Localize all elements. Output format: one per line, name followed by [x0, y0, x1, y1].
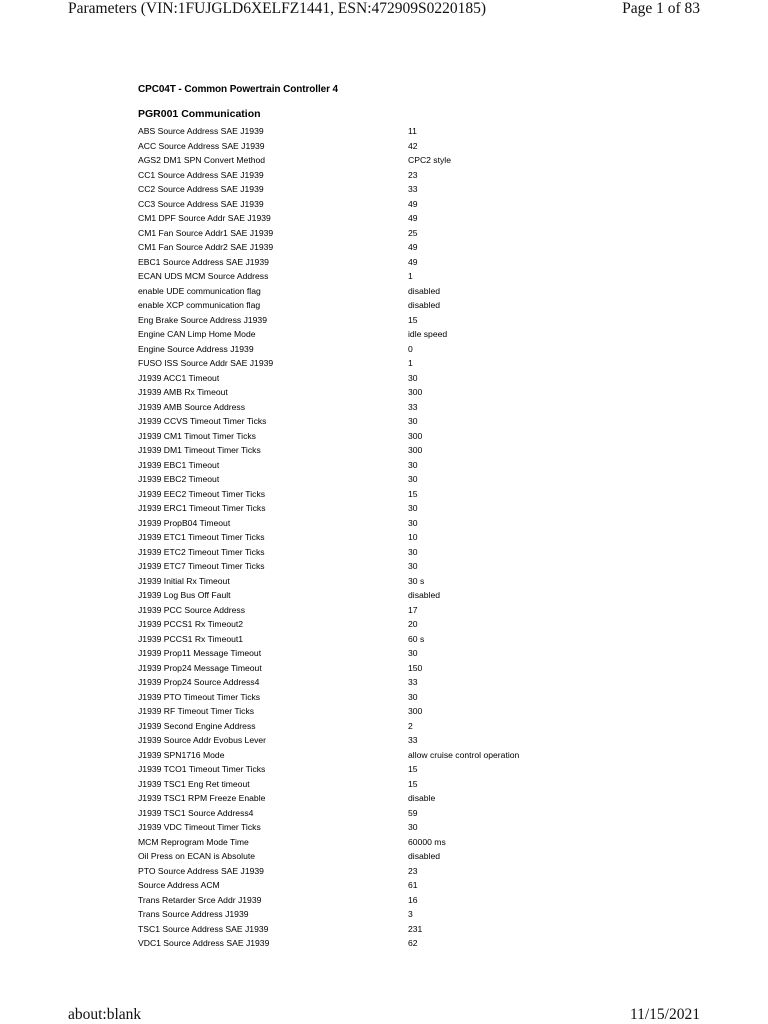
parameter-row — [138, 443, 638, 458]
parameter-row — [138, 371, 638, 386]
parameter-value: 49 — [408, 242, 418, 252]
parameter-row — [138, 849, 638, 864]
parameter-name: Source Address ACM — [138, 880, 220, 890]
parameter-row — [138, 617, 638, 632]
parameter-row — [138, 139, 638, 154]
parameter-name: AGS2 DM1 SPN Convert Method — [138, 155, 266, 165]
parameter-row — [138, 893, 638, 908]
parameter-row — [138, 574, 638, 589]
parameter-name: J1939 PCCS1 Rx Timeout1 — [138, 633, 244, 644]
parameter-value: 30 — [408, 561, 418, 571]
parameter-name: EBC1 Source Address SAE J1939 — [138, 256, 269, 267]
parameter-name: ABS Source Address SAE J1939 — [138, 126, 264, 136]
parameter-value: 62 — [408, 938, 418, 948]
footer-url: about:blank — [68, 1006, 142, 1023]
parameter-value: disabled — [408, 300, 441, 310]
parameter-value: 300 — [408, 706, 423, 716]
parameter-row — [138, 226, 638, 241]
parameter-row — [138, 168, 638, 183]
parameter-row — [138, 922, 638, 937]
parameter-value: 11 — [408, 126, 417, 136]
parameter-name: Eng Brake Source Address J1939 — [138, 314, 267, 325]
parameter-row — [138, 385, 638, 400]
parameter-row — [138, 762, 638, 777]
parameter-value: 10 — [408, 532, 418, 542]
parameter-value: 2 — [408, 720, 413, 731]
parameter-row — [138, 791, 638, 806]
parameter-name: J1939 ETC7 Timeout Timer Ticks — [138, 561, 265, 571]
parameter-value: 30 — [408, 372, 418, 383]
parameter-name: J1939 ETC2 Timeout Timer Ticks — [138, 546, 265, 557]
parameter-value: 60000 ms — [408, 836, 446, 847]
parameter-row — [138, 646, 638, 661]
parameter-row — [138, 835, 638, 850]
parameter-value: 30 — [408, 474, 418, 484]
parameter-row — [138, 313, 638, 328]
parameter-value: disabled — [408, 590, 441, 600]
parameter-row — [138, 240, 638, 255]
parameter-name: J1939 CCVS Timeout Timer Ticks — [138, 416, 267, 426]
parameter-row — [138, 327, 638, 342]
parameter-name: J1939 Prop11 Message Timeout — [138, 648, 262, 658]
parameter-name: J1939 ACC1 Timeout — [138, 372, 220, 383]
parameter-name: PTO Source Address SAE J1939 — [138, 865, 264, 876]
parameter-value: 49 — [408, 198, 418, 209]
parameter-row — [138, 255, 638, 270]
parameter-name: enable XCP communication flag — [138, 300, 261, 310]
parameter-name: J1939 ETC1 Timeout Timer Ticks — [138, 532, 265, 542]
parameter-name: J1939 PTO Timeout Timer Ticks — [138, 691, 261, 702]
parameter-value: 30 s — [408, 575, 425, 586]
parameter-value: disabled — [408, 285, 441, 296]
parameter-name: J1939 TSC1 Source Address4 — [138, 807, 254, 818]
parameter-row — [138, 907, 638, 922]
parameter-list — [138, 124, 638, 951]
parameter-row — [138, 719, 638, 734]
parameter-value: CPC2 style — [408, 155, 451, 165]
parameter-row — [138, 269, 638, 284]
parameter-value: disabled — [408, 851, 441, 861]
parameter-value: 60 s — [408, 633, 425, 644]
parameter-name: Oil Press on ECAN is Absolute — [138, 851, 256, 861]
parameter-row — [138, 936, 638, 951]
page-header-title: Parameters (VIN:1FUJGLD6XELFZ1441, ESN:472909S0220185) — [68, 0, 487, 17]
parameter-value: 15 — [408, 764, 418, 774]
parameter-name: J1939 EEC2 Timeout Timer Ticks — [138, 488, 266, 499]
parameter-value: 30 — [408, 546, 418, 557]
parameter-name: J1939 SPN1716 Mode — [138, 749, 225, 760]
parameter-row — [138, 516, 638, 531]
page-number: Page 1 of 83 — [622, 0, 700, 17]
parameter-row — [138, 878, 638, 893]
parameter-name: J1939 EBC1 Timeout — [138, 459, 220, 470]
parameter-name: J1939 RF Timeout Timer Ticks — [138, 706, 255, 716]
parameter-row — [138, 733, 638, 748]
parameter-value: 23 — [408, 169, 418, 180]
parameter-name: J1939 AMB Rx Timeout — [138, 387, 228, 397]
parameter-name: CM1 Fan Source Addr1 SAE J1939 — [138, 227, 274, 238]
parameter-row — [138, 153, 638, 168]
parameter-name: J1939 PropB04 Timeout — [138, 517, 231, 528]
parameter-row — [138, 530, 638, 545]
section-title: PGR001 Communication — [138, 108, 261, 120]
parameter-value: 16 — [408, 894, 418, 905]
parameter-name: J1939 PCCS1 Rx Timeout2 — [138, 619, 244, 629]
parameter-row — [138, 182, 638, 197]
parameter-value: 15 — [408, 314, 418, 325]
parameter-name: J1939 Prop24 Message Timeout — [138, 662, 262, 673]
parameter-row — [138, 603, 638, 618]
parameter-value: 300 — [408, 445, 423, 455]
parameter-name: ECAN UDS MCM Source Address — [138, 271, 269, 281]
parameter-row — [138, 472, 638, 487]
parameter-value: 30 — [408, 503, 418, 513]
document-title: CPC04T - Common Powertrain Controller 4 — [138, 84, 339, 95]
parameter-value: 33 — [408, 677, 418, 687]
parameter-value: allow cruise control operation — [408, 749, 520, 760]
parameter-name: J1939 Log Bus Off Fault — [138, 590, 231, 600]
parameter-value: 15 — [408, 488, 418, 499]
parameter-row — [138, 429, 638, 444]
parameter-value: 49 — [408, 213, 418, 223]
parameter-row — [138, 588, 638, 603]
parameter-name: CM1 Fan Source Addr2 SAE J1939 — [138, 242, 274, 252]
parameter-value: 59 — [408, 807, 418, 818]
parameter-row — [138, 748, 638, 763]
parameter-row — [138, 342, 638, 357]
parameter-name: J1939 VDC Timeout Timer Ticks — [138, 822, 261, 832]
parameter-value: 150 — [408, 662, 423, 673]
parameter-name: J1939 Initial Rx Timeout — [138, 575, 230, 586]
parameter-name: J1939 DM1 Timeout Timer Ticks — [138, 445, 261, 455]
parameter-name: enable UDE communication flag — [138, 285, 261, 296]
parameter-value: 0 — [408, 343, 413, 354]
parameter-name: TSC1 Source Address SAE J1939 — [138, 923, 269, 934]
parameter-row — [138, 458, 638, 473]
parameter-name: J1939 CM1 Timout Timer Ticks — [138, 430, 256, 441]
parameter-value: 61 — [408, 880, 418, 890]
parameter-value: 300 — [408, 387, 423, 397]
parameter-row — [138, 211, 638, 226]
parameter-name: Trans Source Address J1939 — [138, 909, 249, 919]
parameter-value: 42 — [408, 140, 418, 151]
parameter-value: 30 — [408, 691, 418, 702]
parameter-name: Engine CAN Limp Home Mode — [138, 329, 256, 339]
parameter-row — [138, 197, 638, 212]
parameter-name: MCM Reprogram Mode Time — [138, 836, 249, 847]
parameter-name: J1939 AMB Source Address — [138, 401, 246, 412]
parameter-value: idle speed — [408, 329, 448, 339]
footer-date: 11/15/2021 — [629, 1006, 700, 1023]
parameter-value: 30 — [408, 517, 418, 528]
parameter-name: CC1 Source Address SAE J1939 — [138, 169, 264, 180]
parameter-row — [138, 661, 638, 676]
parameter-row — [138, 124, 638, 139]
parameter-name: J1939 TCO1 Timeout Timer Ticks — [138, 764, 266, 774]
parameter-row — [138, 704, 638, 719]
parameter-row — [138, 298, 638, 313]
parameter-name: Engine Source Address J1939 — [138, 343, 254, 354]
parameter-value: 30 — [408, 648, 418, 658]
parameter-row — [138, 806, 638, 821]
parameter-name: J1939 Prop24 Source Address4 — [138, 677, 260, 687]
parameter-value: 17 — [408, 604, 418, 615]
parameter-name: ACC Source Address SAE J1939 — [138, 140, 265, 151]
parameter-row — [138, 501, 638, 516]
parameter-name: J1939 Second Engine Address — [138, 720, 256, 731]
parameter-row — [138, 414, 638, 429]
parameter-value: 1 — [408, 271, 413, 281]
parameter-name: FUSO ISS Source Addr SAE J1939 — [138, 358, 274, 368]
parameter-name: CM1 DPF Source Addr SAE J1939 — [138, 213, 271, 223]
parameter-name: J1939 TSC1 Eng Ret timeout — [138, 778, 250, 789]
parameter-value: 15 — [408, 778, 418, 789]
parameter-value: 33 — [408, 735, 418, 745]
parameter-name: CC2 Source Address SAE J1939 — [138, 184, 264, 194]
parameter-name: J1939 PCC Source Address — [138, 604, 246, 615]
parameter-name: J1939 TSC1 RPM Freeze Enable — [138, 793, 266, 803]
parameter-row — [138, 777, 638, 792]
parameter-value: 30 — [408, 416, 418, 426]
parameter-value: 30 — [408, 459, 418, 470]
parameter-value: 30 — [408, 822, 418, 832]
parameter-name: J1939 ERC1 Timeout Timer Ticks — [138, 503, 266, 513]
parameter-name: Trans Retarder Srce Addr J1939 — [138, 894, 262, 905]
parameter-row — [138, 820, 638, 835]
parameter-value: 49 — [408, 256, 418, 267]
parameter-value: 23 — [408, 865, 418, 876]
parameter-row — [138, 675, 638, 690]
parameter-row — [138, 632, 638, 647]
parameter-name: CC3 Source Address SAE J1939 — [138, 198, 264, 209]
parameter-row — [138, 400, 638, 415]
parameter-value: 1 — [408, 358, 413, 368]
parameter-row — [138, 545, 638, 560]
parameter-value: 33 — [408, 401, 418, 412]
parameter-value: 25 — [408, 227, 418, 238]
parameter-name: J1939 EBC2 Timeout — [138, 474, 220, 484]
parameter-row — [138, 487, 638, 502]
parameter-row — [138, 356, 638, 371]
parameter-value: disable — [408, 793, 436, 803]
parameter-value: 231 — [408, 923, 423, 934]
parameter-row — [138, 559, 638, 574]
parameter-row — [138, 864, 638, 879]
parameter-name: VDC1 Source Address SAE J1939 — [138, 938, 270, 948]
parameter-value: 300 — [408, 430, 423, 441]
parameter-row — [138, 690, 638, 705]
parameter-value: 3 — [408, 909, 413, 919]
parameter-name: J1939 Source Addr Evobus Lever — [138, 735, 267, 745]
parameter-row — [138, 284, 638, 299]
parameter-value: 33 — [408, 184, 418, 194]
parameter-value: 20 — [408, 619, 418, 629]
